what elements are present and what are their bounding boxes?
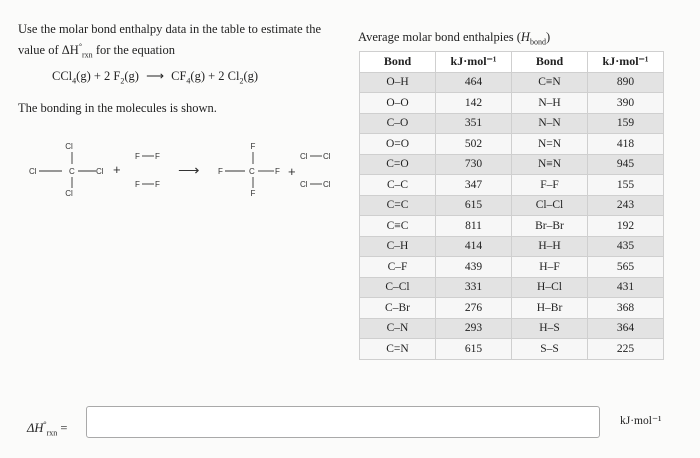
equation-product-1-state: (g) + 2 Cl — [190, 69, 240, 83]
enthalpy-cell: 142 — [436, 93, 512, 114]
bond-cell: O=O — [360, 134, 436, 155]
ccl4-right-cl: Cl — [96, 167, 104, 176]
table-row — [360, 195, 664, 216]
bond-cell: N=N — [512, 134, 588, 155]
enthalpy-cell: 192 — [588, 216, 664, 237]
cl2-2-left-cl: Cl — [300, 180, 308, 189]
equation-reactant-1-sub: 4 — [72, 76, 77, 86]
equation-reactant-2-state: (g) — [124, 69, 139, 83]
bond-cell: O–H — [360, 72, 436, 93]
enthalpy-cell: 502 — [436, 134, 512, 155]
bond-cell: C–N — [360, 318, 436, 339]
bond-cell: S–S — [512, 339, 588, 360]
bond-cell: Cl–Cl — [512, 195, 588, 216]
cl2-1-right-cl: Cl — [323, 152, 331, 161]
equation-reactant-1: CCl — [52, 69, 73, 83]
bond-cell: C≡C — [360, 216, 436, 237]
table-row — [360, 216, 664, 237]
answer-label — [27, 420, 67, 438]
answer-label-sup: ° — [43, 420, 47, 429]
enthalpy-cell: 364 — [588, 318, 664, 339]
bond-cell: C=N — [360, 339, 436, 360]
cf4-structure — [218, 142, 280, 198]
structures-svg — [28, 140, 348, 210]
question-prompt — [18, 21, 348, 64]
bond-cell: C=C — [360, 195, 436, 216]
table-row — [360, 134, 664, 155]
cl2-1-left-cl: Cl — [300, 152, 308, 161]
bond-cell: N–H — [512, 93, 588, 114]
cl2-2-right-cl: Cl — [323, 180, 331, 189]
bond-cell: C–O — [360, 113, 436, 134]
enthalpy-cell: 276 — [436, 298, 512, 319]
table-row — [360, 93, 664, 114]
enthalpy-cell: 418 — [588, 134, 664, 155]
answer-label-prefix: ΔH — [27, 421, 44, 436]
plus-sign-2: + — [288, 164, 296, 179]
plus-sign-1: + — [113, 162, 121, 177]
enthalpy-cell: 945 — [588, 154, 664, 175]
enthalpy-cell: 890 — [588, 72, 664, 93]
prompt-line-1: Use the molar bond enthalpy data in the table to estimate the — [18, 22, 322, 36]
prompt-standard-symbol: ° — [78, 42, 83, 51]
bond-cell: C–F — [360, 257, 436, 278]
bond-cell: H–Br — [512, 298, 588, 319]
ccl4-left-cl: Cl — [29, 167, 37, 176]
bond-cell: C–Cl — [360, 277, 436, 298]
caption-suffix: ) — [545, 30, 551, 44]
ccl4-structure — [29, 142, 104, 198]
enthalpy-cell: 243 — [588, 195, 664, 216]
cf4-right-f: F — [275, 167, 280, 176]
cf4-left-f: F — [218, 167, 223, 176]
enthalpy-cell: 730 — [436, 154, 512, 175]
f2-1-left-f: F — [135, 152, 140, 161]
enthalpy-cell: 293 — [436, 318, 512, 339]
table-header-row — [360, 52, 664, 73]
table-row — [360, 339, 664, 360]
bond-cell: C=O — [360, 154, 436, 175]
enthalpy-cell: 159 — [588, 113, 664, 134]
enthalpy-cell: 615 — [436, 339, 512, 360]
caption-sub: bond — [529, 37, 546, 47]
cf4-top-f: F — [250, 142, 256, 151]
bonding-description: The bonding in the molecules is shown. — [18, 101, 217, 115]
bond-enthalpy-table — [359, 51, 664, 360]
table-caption — [358, 30, 550, 47]
table-row — [360, 154, 664, 175]
answer-label-sub: rxn — [46, 428, 58, 438]
bond-cell: H–S — [512, 318, 588, 339]
answer-unit: kJ·mol⁻¹ — [620, 415, 662, 427]
bond-cell: N–N — [512, 113, 588, 134]
header-value-1: kJ·mol⁻¹ — [436, 52, 512, 73]
enthalpy-cell: 414 — [436, 236, 512, 257]
enthalpy-cell: 225 — [588, 339, 664, 360]
enthalpy-cell: 615 — [436, 195, 512, 216]
ccl4-bottom-cl: Cl — [65, 189, 73, 198]
f2-2-left-f: F — [135, 180, 140, 189]
bond-cell: Br–Br — [512, 216, 588, 237]
caption-prefix: Average molar bond enthalpies ( — [358, 30, 521, 44]
header-value-2: kJ·mol⁻¹ — [588, 52, 664, 73]
header-bond-2: Bond — [512, 52, 588, 73]
enthalpy-cell: 431 — [588, 277, 664, 298]
f2-2-right-f: F — [155, 180, 160, 189]
equation-arrow: ⟶ — [146, 69, 164, 83]
structural-formulas — [28, 140, 348, 210]
enthalpy-cell: 390 — [588, 93, 664, 114]
answer-input[interactable] — [86, 406, 600, 438]
enthalpy-cell: 351 — [436, 113, 512, 134]
caption-symbol: H — [520, 30, 530, 44]
table-row — [360, 257, 664, 278]
equation-product-1: CF — [171, 69, 187, 83]
bond-cell: F–F — [512, 175, 588, 196]
table-row — [360, 113, 664, 134]
f2-1-right-f: F — [155, 152, 160, 161]
enthalpy-cell: 347 — [436, 175, 512, 196]
enthalpy-cell: 435 — [588, 236, 664, 257]
prompt-line-2-suffix: for the equation — [92, 43, 175, 58]
enthalpy-cell: 811 — [436, 216, 512, 237]
bond-cell: O–O — [360, 93, 436, 114]
bond-cell: C–Br — [360, 298, 436, 319]
enthalpy-cell: 368 — [588, 298, 664, 319]
equation-product-2-state: (g) — [243, 69, 259, 83]
table-row — [360, 236, 664, 257]
equation-product-1-sub: 4 — [186, 76, 191, 86]
equation-reactant-1-state: (g) + 2 F — [76, 69, 121, 83]
enthalpy-cell: 155 — [588, 175, 664, 196]
ccl4-top-cl: Cl — [65, 142, 73, 151]
bond-cell: H–F — [512, 257, 588, 278]
enthalpy-cell: 464 — [436, 72, 512, 93]
equation-product-2-sub: 2 — [239, 76, 244, 86]
bond-cell: H–H — [512, 236, 588, 257]
bond-cell: N≡N — [512, 154, 588, 175]
table-row — [360, 318, 664, 339]
prompt-line-2-prefix: value of ΔH — [18, 43, 79, 58]
table-body — [360, 72, 664, 359]
equation-reactant-2-sub: 2 — [120, 76, 125, 86]
table-row — [360, 175, 664, 196]
cl2-molecules — [300, 152, 331, 189]
answer-label-suffix: = — [57, 421, 68, 436]
chemical-equation — [52, 68, 258, 86]
header-bond-1: Bond — [360, 52, 436, 73]
enthalpy-cell: 439 — [436, 257, 512, 278]
ccl4-carbon: C — [69, 167, 75, 176]
enthalpy-cell: 331 — [436, 277, 512, 298]
enthalpy-cell: 565 — [588, 257, 664, 278]
table-row — [360, 298, 664, 319]
table-row — [360, 72, 664, 93]
f2-molecules — [135, 152, 160, 189]
bond-cell: C–H — [360, 236, 436, 257]
cf4-carbon: C — [249, 167, 255, 176]
bond-cell: C–C — [360, 175, 436, 196]
bond-cell: C≡N — [512, 72, 588, 93]
bond-cell: H–Cl — [512, 277, 588, 298]
table-row — [360, 277, 664, 298]
cf4-bottom-f: F — [250, 189, 256, 198]
reaction-arrow: ⟶ — [178, 162, 200, 179]
prompt-rxn-subscript: rxn — [82, 50, 93, 60]
